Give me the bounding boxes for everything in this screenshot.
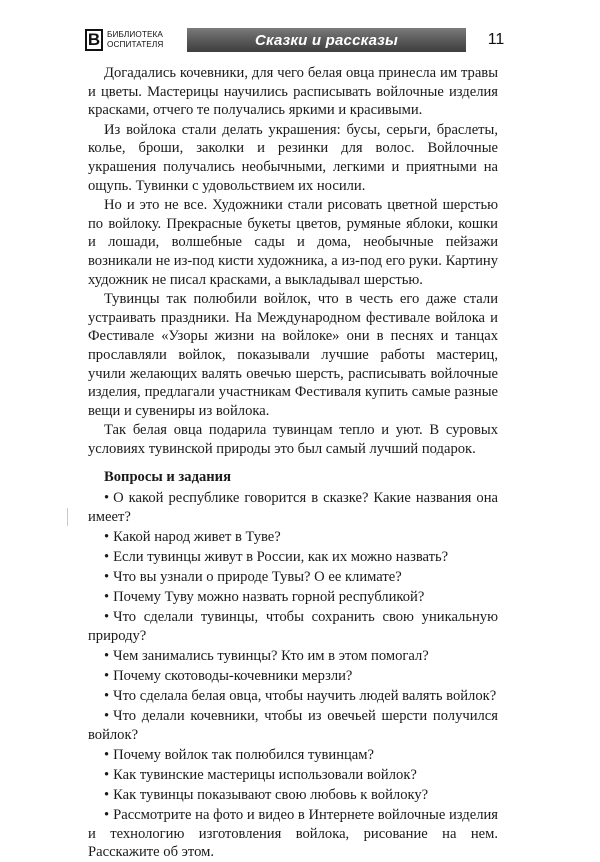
page-number: 11 (487, 31, 505, 48)
bullet: • (104, 589, 110, 606)
question-item (88, 746, 498, 765)
paragraph: Из войлока стали делать украшения: бусы, серьги, браслеты, колье, броши, заколки и резинки для волос. Войлочные украшения получались необычными, легкими и приятными на ощупь. Тувинки с удовольствием их носили. (88, 121, 498, 194)
question-text: Какой народ живет в Туве? (113, 528, 281, 545)
bullet: • (104, 568, 110, 585)
series-name (103, 28, 183, 52)
question-item (88, 707, 498, 744)
question-item (88, 766, 498, 785)
bullet: • (104, 647, 110, 664)
question-item (88, 568, 498, 587)
paragraph: Догадались кочевники, для чего белая овца принесла им травы и цветы. Мастерицы научились расписывать войлочные изделия красками, отчего те получались яркими и красивыми. (88, 65, 498, 119)
series-logo: В (85, 29, 103, 51)
bullet: • (104, 548, 110, 565)
bullet: • (104, 708, 110, 725)
bullet: • (104, 490, 110, 507)
bullet: • (104, 766, 110, 783)
bullet: • (104, 688, 110, 704)
page-body (88, 64, 498, 862)
question-text: Что сделала белая овца, чтобы научить людей валять войлок? (113, 688, 497, 704)
series-name-line2: ОСПИТАТЕЛЯ (107, 40, 164, 49)
paragraph: Но и это не все. Художники стали рисовать цветной шерстью по войлоку. Прекрасные букеты цветов, румяные яблоки, кошки и лошади, волшебные сады и дома, необычные пейзажи возникали не из-под кисти художника, а из-под его руки. Картину художник не писал красками, а выкладывал шерстью. (88, 197, 498, 288)
paragraph: Тувинцы так полюбили войлок, что в честь его даже стали устраивать праздники. На Международном фестивале войлока и Фестивале «Узоры жизни на войлоке» они в песнях и танцах прославляли войлок, показывали лучшие работы мастериц, учили желающих валять овечью шерсть, расписывать войлочные изделия, предлагали участникам Фестиваля купить самые разные вещи и сувениры из войлока. (88, 291, 498, 419)
paragraph: Так белая овца подарила тувинцам тепло и уют. В суровых условиях тувинской природы это был самый лучший подарок. (88, 422, 498, 457)
question-text: Рассмотрите на фото и видео в Интернете войлочные изделия и технологию изготовления войлока, рисование на нем. Расскажите об этом. (88, 807, 498, 861)
question-text: Почему Туву можно назвать горной республикой? (113, 589, 425, 606)
question-text: Как тувинские мастерицы использовали войлок? (113, 766, 417, 783)
questions-list (88, 489, 498, 862)
bullet: • (104, 609, 110, 626)
question-item (88, 667, 498, 686)
series-name-line1: БИБЛИОТЕКА (107, 30, 163, 39)
question-text: О какой республике говорится в сказке? Какие названия она имеет? (88, 490, 498, 525)
question-text: Почему войлок так полюбился тувинцам? (113, 746, 375, 763)
question-text: Как тувинцы показывают свою любовь к войлоку? (113, 786, 429, 803)
question-item (88, 489, 498, 526)
question-item (88, 608, 498, 645)
running-header (85, 28, 526, 52)
section-title: Сказки и рассказы (254, 31, 399, 49)
bullet: • (104, 667, 110, 684)
bullet: • (104, 528, 110, 545)
questions-heading: Вопросы и задания (104, 469, 231, 486)
question-text: Почему скотоводы-кочевники мерзли? (113, 667, 353, 684)
scan-edge-mark (67, 508, 68, 526)
question-item (88, 528, 498, 547)
bullet: • (104, 807, 110, 824)
question-item (88, 588, 498, 607)
question-item (88, 548, 498, 567)
question-text: Что вы узнали о природе Тувы? О ее климате? (113, 568, 402, 585)
question-item (88, 687, 498, 706)
question-text: Что делали кочевники, чтобы из овечьей шерсти получился войлок? (88, 708, 498, 743)
question-item (88, 786, 498, 805)
bullet: • (104, 746, 110, 763)
section-title-bar (187, 28, 466, 52)
question-text: Если тувинцы живут в России, как их можно назвать? (113, 548, 449, 565)
bullet: • (104, 786, 110, 803)
question-text: Чем занимались тувинцы? Кто им в этом помогал? (113, 647, 429, 664)
question-item (88, 806, 498, 862)
question-item (88, 647, 498, 666)
question-text: Что сделали тувинцы, чтобы сохранить свою уникальную природу? (88, 609, 498, 644)
